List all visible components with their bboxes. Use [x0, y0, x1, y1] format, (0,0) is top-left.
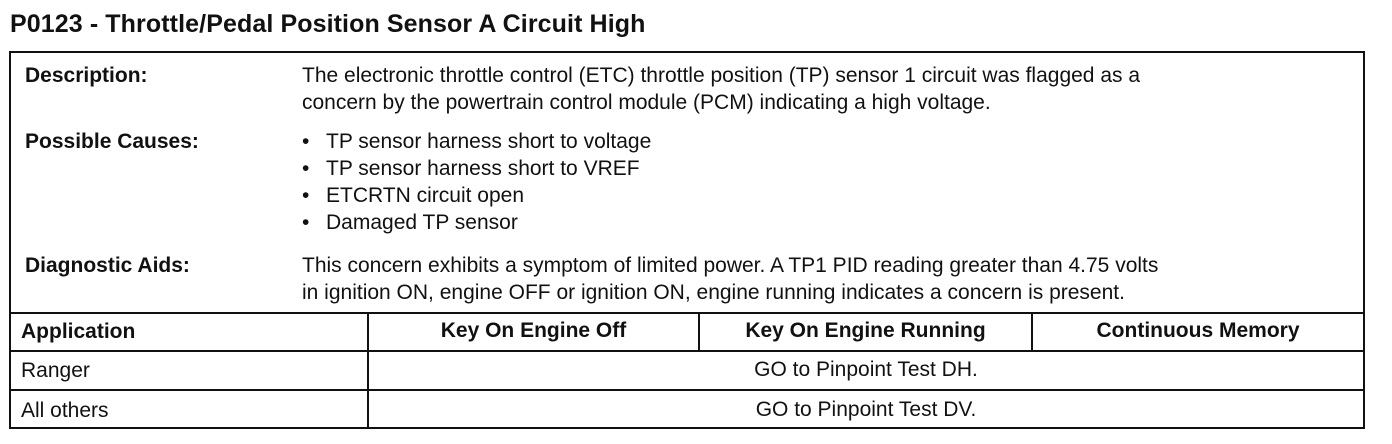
- bullet-icon: •: [302, 130, 310, 153]
- cause-text: TP sensor harness short to VREF: [326, 157, 640, 180]
- page-title: P0123 - Throttle/Pedal Position Sensor A Circuit High: [10, 10, 646, 38]
- possible-causes-list-wrap: [302, 128, 1367, 236]
- cause-text: TP sensor harness short to voltage: [326, 130, 652, 153]
- list-item: [302, 209, 1367, 236]
- table-header-koer: Key On Engine Running: [745, 319, 986, 342]
- table-row-application: Ranger: [21, 359, 90, 382]
- bullet-icon: •: [302, 157, 310, 180]
- bullet-icon: •: [302, 184, 310, 207]
- cause-text: Damaged TP sensor: [326, 211, 518, 234]
- list-item: [302, 182, 1367, 209]
- table-header-divider: [11, 350, 1363, 352]
- table-row-action: GO to Pinpoint Test DH.: [754, 358, 978, 381]
- diagnostic-aids-label: Diagnostic Aids:: [25, 254, 190, 277]
- cause-text: ETCRTN circuit open: [326, 184, 525, 207]
- table-header-continuous-memory: Continuous Memory: [1096, 319, 1300, 342]
- description-line: concern by the powertrain control module (PCM) indicating a high voltage.: [302, 91, 991, 114]
- diagnostic-aids-text: [302, 252, 1367, 306]
- bullet-icon: •: [302, 211, 310, 234]
- dtc-info-box: [9, 51, 1365, 429]
- possible-causes-label: Possible Causes:: [25, 130, 199, 153]
- table-header-koeo: Key On Engine Off: [440, 319, 627, 342]
- diagnostic-aids-line: This concern exhibits a symptom of limited power. A TP1 PID reading greater than 4.75 volts: [302, 254, 1159, 277]
- table-row-application: All others: [21, 399, 109, 422]
- description-text: [302, 62, 1367, 116]
- possible-causes-list: [302, 128, 1367, 236]
- table-header-application: Application: [21, 320, 136, 343]
- list-item: [302, 155, 1367, 182]
- list-item: [302, 128, 1367, 155]
- table-top-divider: [11, 312, 1363, 314]
- description-label: Description:: [25, 64, 148, 87]
- description-line: The electronic throttle control (ETC) throttle position (TP) sensor 1 circuit was flagged as a: [302, 64, 1141, 87]
- table-row-action: GO to Pinpoint Test DV.: [755, 398, 977, 421]
- table-row-divider: [11, 389, 1363, 391]
- diagnostic-aids-line: in ignition ON, engine OFF or ignition ON, engine running indicates a concern is present.: [302, 281, 1125, 304]
